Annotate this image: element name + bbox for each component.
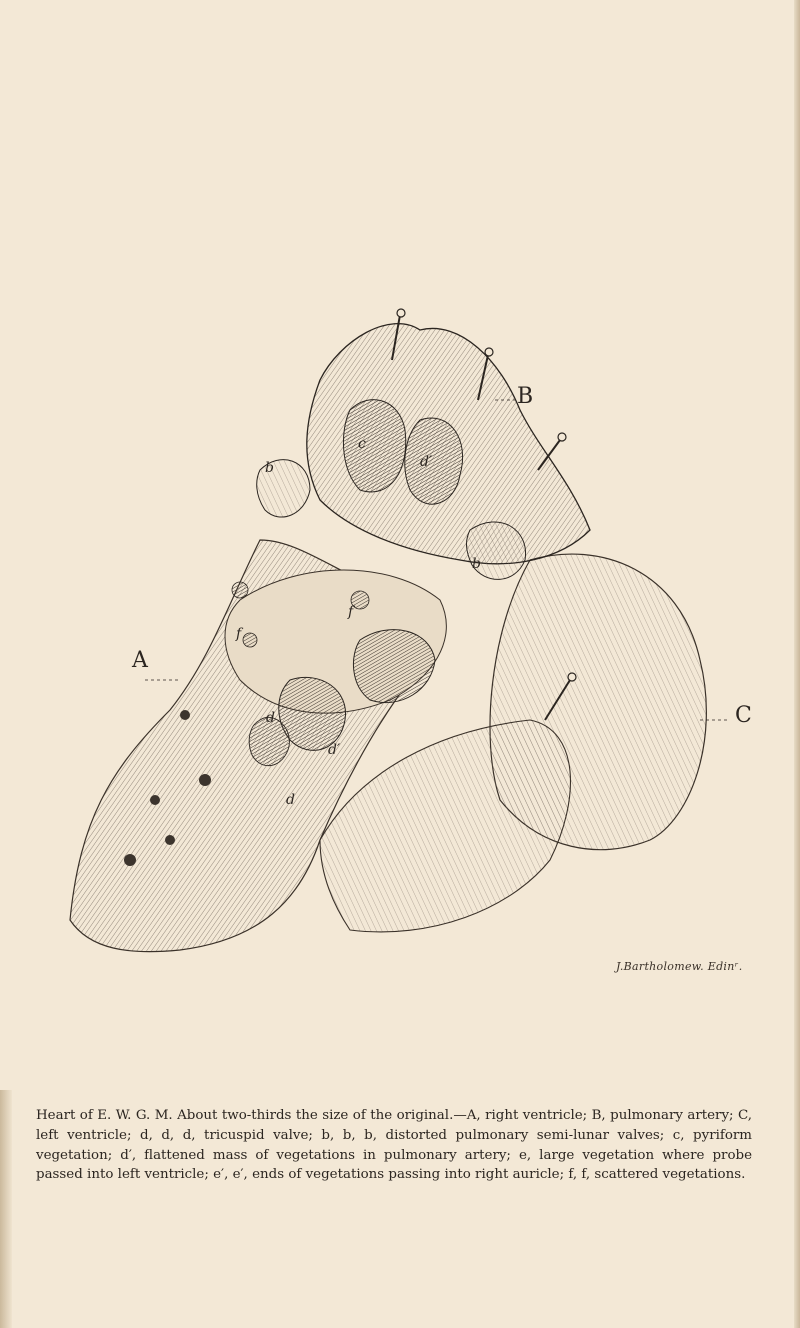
label-d-first: d — [266, 710, 275, 726]
label-d-prime-top: d′ — [420, 454, 433, 470]
page-edge-left — [0, 1090, 12, 1328]
label-B: B — [517, 384, 534, 409]
label-f-second: f — [348, 604, 354, 620]
page-edge-right — [794, 0, 800, 1328]
label-f-first: f — [236, 626, 242, 642]
label-d-prime: d′ — [328, 742, 341, 758]
label-C: C — [735, 703, 752, 728]
engraver-credit: J.Bartholomew. Edinʳ. — [616, 960, 743, 973]
label-b-first: b — [265, 460, 274, 476]
label-c: c — [358, 436, 366, 452]
heart-engraving-svg — [60, 300, 760, 960]
label-A: A — [132, 648, 148, 673]
figure-caption: Heart of E. W. G. M. About two-thirds the size of the original.—A, right ventricle; B, pulmonary artery; C, left ventricle; d, d, d, tricuspid valve; b, b, b, distorted pulmonary semi-lunar valves; c, pyriform vegetation; d′, flattened mass of vegetations in pulmonary artery; e, large vegetation where probe passed into left ventricle; e′, e′, ends of vegetations passing into right auricle; f, f, scattered vegetations. — [36, 1108, 752, 1183]
heart-illustration — [60, 300, 760, 960]
label-b-second: b — [472, 556, 481, 572]
label-d-second: d — [286, 792, 295, 808]
